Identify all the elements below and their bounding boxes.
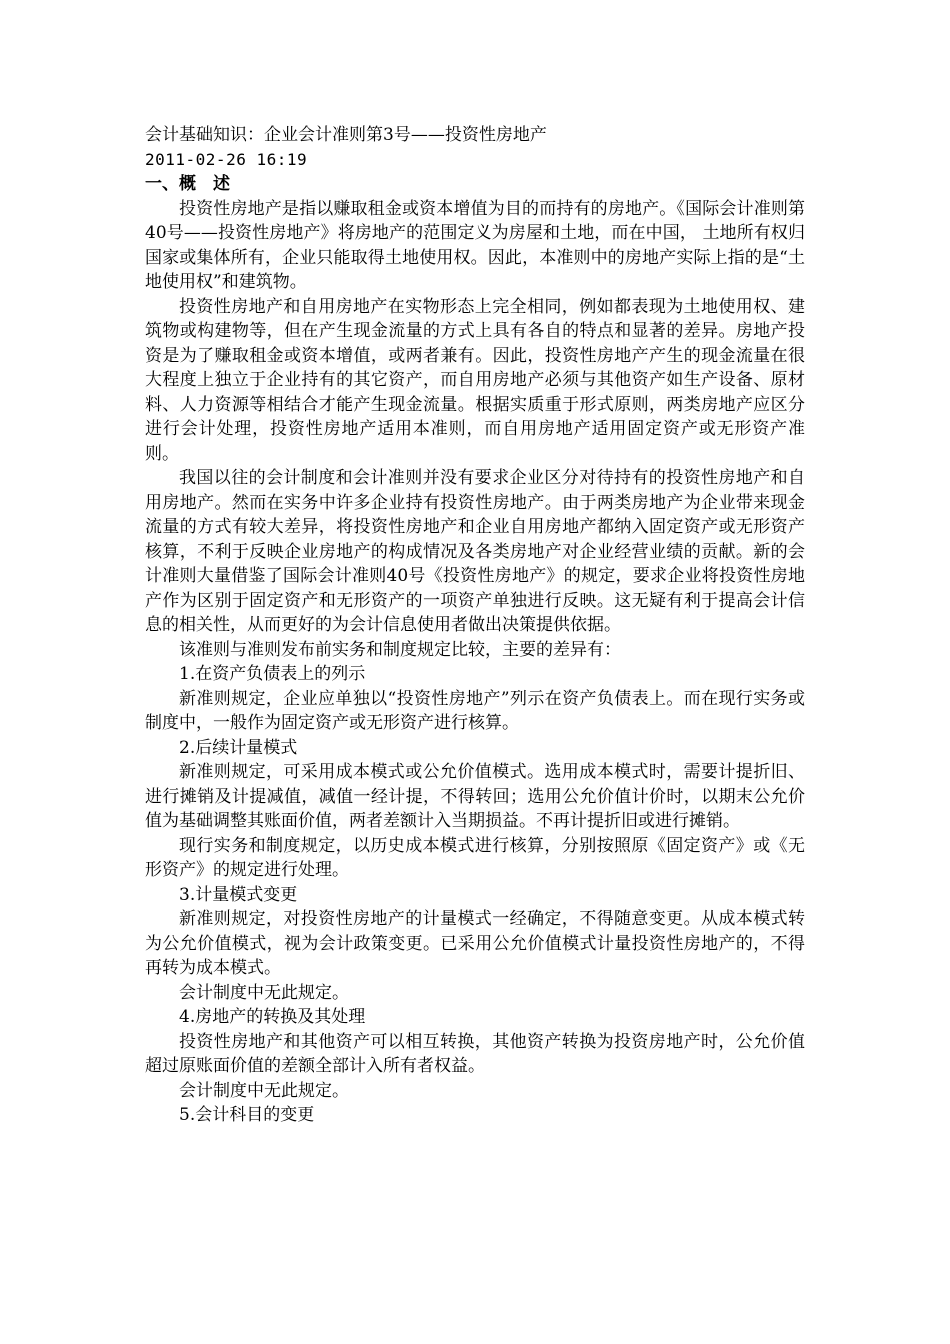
- subheading: 4.房地产的转换及其处理: [179, 1007, 366, 1027]
- paragraph: 我国以往的会计制度和会计准则并没有要求企业区分对待持有的投资性房地产和自用房地产。然而在实务中许多企业持有投资性房地产。由于两类房地产为企业带来现金流量的方式有较大差异，将投资性房地产和企业自用房地产都纳入固定资产或无形资产核算，不利于反映企业房地产的构成情况及各类房地产对企业经营业绩的贡献。新的会计准则大量借鉴了国际会计准则40号《投资性房地产》的规定，要求企业将投资性房地产作为区别于固定资产和无形资产的一项资产单独进行反映。这无疑有利于提高会计信息的相关性，从而更好的为会计信息使用者做出决策提供依据。: [145, 468, 805, 635]
- subheading: 2.后续计量模式: [179, 737, 298, 758]
- document-datetime: 2011-02-26 16:19: [145, 149, 308, 169]
- document-page: [145, 123, 805, 1128]
- paragraph: 新准则规定，可采用成本模式或公允价值模式。选用成本模式时，需要计提折旧、进行摊销及计提减值，减值一经计提，不得转回；选用公允价值计价时，以期末公允价值为基础调整其账面价值，两者差额计入当期损益。不再计提折旧或进行摊销。: [145, 762, 805, 831]
- paragraph: 该准则与准则发布前实务和制度规定比较，主要的差异有：: [179, 639, 621, 660]
- paragraph: 投资性房地产和自用房地产在实物形态上完全相同，例如都表现为土地使用权、建筑物或构建物等，但在产生现金流量的方式上具有各自的特点和显著的差异。房地产投资是为了赚取租金或资本增值，或两者兼有。因此，投资性房地产产生的现金流量在很大程度上独立于企业持有的其它资产，而自用房地产必须与其他资产如生产设备、原材料、人力资源等相结合才能产生现金流量。根据实质重于形式原则，两类房地产应区分进行会计处理，投资性房地产适用本准则，而自用房地产适用固定资产或无形资产准则。: [145, 296, 805, 464]
- paragraph: 会计制度中无此规定。: [179, 982, 349, 1003]
- paragraph: 投资性房地产和其他资产可以相互转换，其他资产转换为投资房地产时，公允价值超过原账面价值的差额全部计入所有者权益。: [145, 1031, 805, 1076]
- section-heading: 一、概 述: [145, 174, 230, 194]
- subheading: 5.会计科目的变更: [179, 1105, 315, 1125]
- subheading: 1.在资产负债表上的列示: [179, 664, 366, 684]
- paragraph: 现行实务和制度规定，以历史成本模式进行核算，分别按照原《固定资产》或《无形资产》的规定进行处理。: [145, 835, 805, 880]
- paragraph: 新准则规定，对投资性房地产的计量模式一经确定，不得随意变更。从成本模式转为公允价值模式，视为会计政策变更。已采用公允价值模式计量投资性房地产的，不得再转为成本模式。: [145, 909, 805, 978]
- paragraph: 会计制度中无此规定。: [179, 1080, 349, 1101]
- paragraph: 投资性房地产是指以赚取租金或资本增值为目的而持有的房地产。《国际会计准则第40号——投资性房地产》将房地产的范围定义为房屋和土地，而在中国， 土地所有权归国家或集体所有，企业只能取得土地使用权。因此，本准则中的房地产实际上指的是“土地使用权”和建筑物。: [145, 198, 805, 292]
- document-title: 会计基础知识：企业会计准则第3号——投资性房地产: [145, 125, 547, 145]
- paragraph: 新准则规定，企业应单独以“投资性房地产”列示在资产负债表上。而在现行实务或制度中，一般作为固定资产或无形资产进行核算。: [145, 688, 805, 733]
- subheading: 3.计量模式变更: [179, 884, 298, 905]
